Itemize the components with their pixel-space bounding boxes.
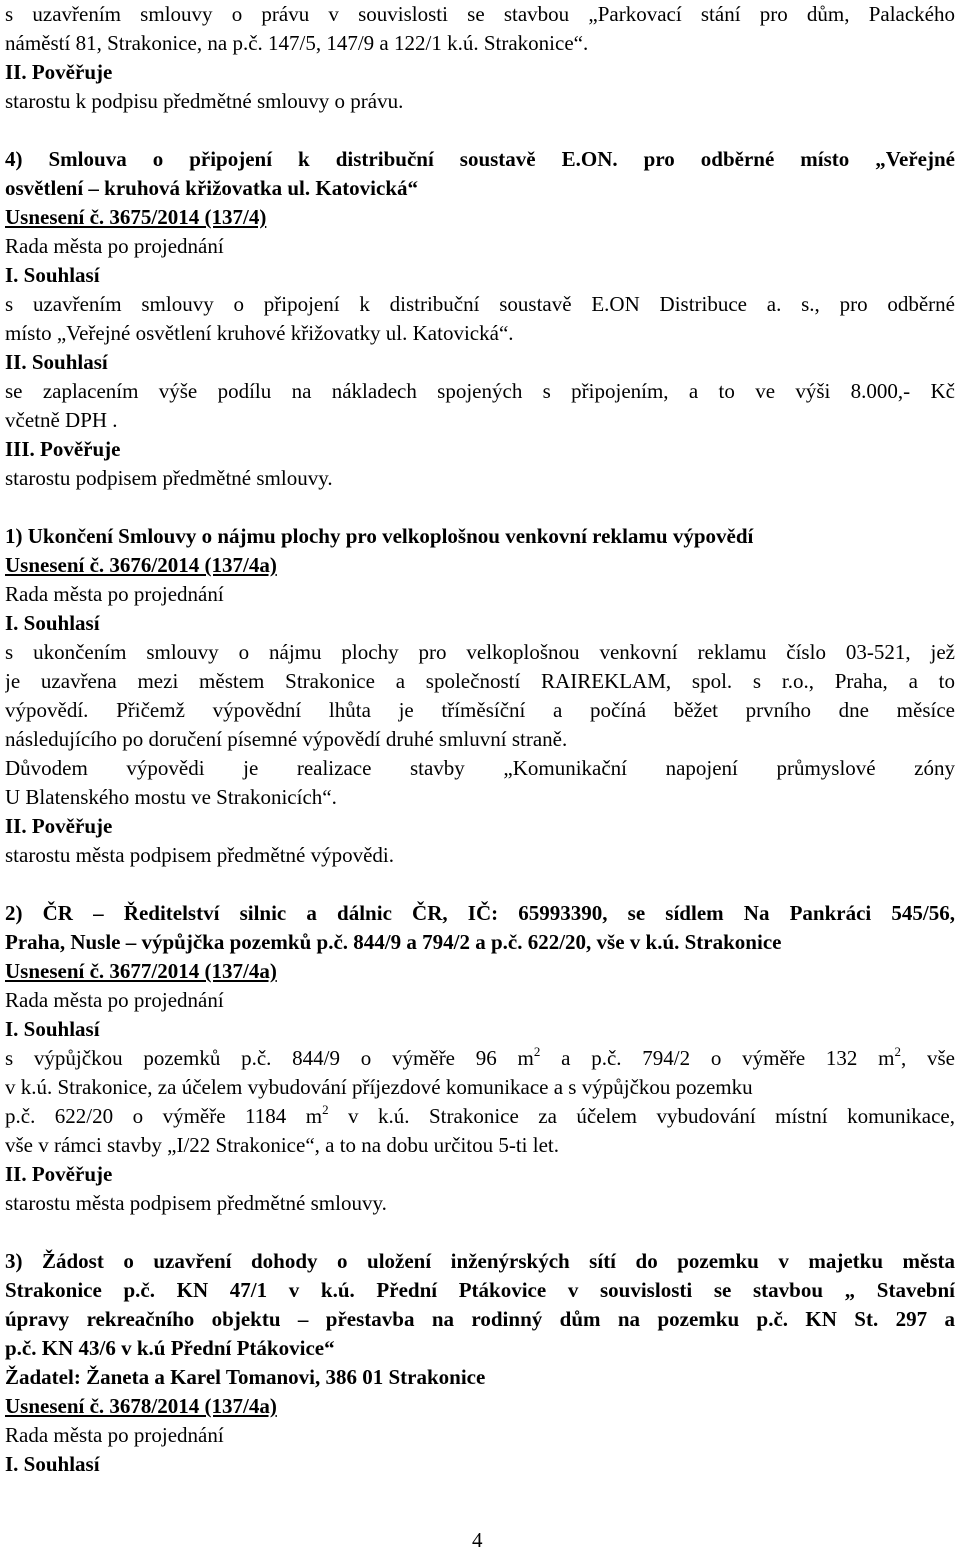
- text-span: , vše: [901, 1046, 955, 1070]
- text-line: II. Pověřuje: [5, 814, 113, 838]
- text-line: [5, 1102, 955, 1131]
- text-line: Rada města po projednání: [5, 1423, 224, 1447]
- text-line: osvětlení – kruhová křižovatka ul. Katovická“: [5, 176, 419, 200]
- text-line: Rada města po projednání: [5, 988, 224, 1012]
- text-line: 2) ČR – Ředitelství silnic a dálnic ČR, IČ: 65993390, se sídlem Na Pankráci 545/56,: [5, 901, 955, 925]
- text-line: I. Souhlasí: [5, 611, 100, 635]
- text-line: III. Pověřuje: [5, 437, 121, 461]
- text-line: úpravy rekreačního objektu – přestavba na rodinný dům na pozemku p.č. KN St. 297 a: [5, 1307, 955, 1331]
- text-line: starostu města podpisem předmětné výpovědi.: [5, 843, 395, 867]
- text-line: Strakonice p.č. KN 47/1 v k.ú. Přední Ptákovice v souvislosti se stavbou „ Stavební: [5, 1278, 955, 1302]
- text-line: Důvodem výpovědi je realizace stavby „Komunikační napojení průmyslové zóny: [5, 756, 955, 780]
- text-line: I. Souhlasí: [5, 263, 100, 287]
- text-line: s uzavřením smlouvy o připojení k distribuční soustavě E.ON Distribuce a. s., pro odběrné: [5, 292, 955, 316]
- text-line: s ukončením smlouvy o nájmu plochy pro velkoplošnou venkovní reklamu číslo 03-521, jež: [5, 640, 955, 664]
- text-line: starostu k podpisu předmětné smlouvy o právu.: [5, 89, 404, 113]
- text-line: se zaplacením výše podílu na nákladech spojených s připojením, a to ve výši 8.000,- Kč: [5, 379, 955, 403]
- text-line: Usnesení č. 3677/2014 (137/4a): [5, 959, 277, 983]
- text-line: místo „Veřejné osvětlení kruhové křižovatky ul. Katovická“.: [5, 321, 514, 345]
- text-line: v k.ú. Strakonice, za účelem vybudování příjezdové komunikace a s výpůjčkou pozemku: [5, 1075, 753, 1099]
- text-span: s výpůjčkou pozemků p.č. 844/9 o výměře 96 m: [5, 1046, 534, 1070]
- text-line: náměstí 81, Strakonice, na p.č. 147/5, 147/9 a 122/1 k.ú. Strakonice“.: [5, 31, 589, 55]
- text-line: II. Pověřuje: [5, 60, 113, 84]
- text-line: 1) Ukončení Smlouvy o nájmu plochy pro velkoplošnou venkovní reklamu výpovědí: [5, 524, 754, 548]
- text-span: a p.č. 794/2 o výměře 132 m: [540, 1046, 895, 1070]
- text-span: v k.ú. Strakonice za účelem vybudování místní komunikace,: [328, 1104, 955, 1128]
- text-line: starostu podpisem předmětné smlouvy.: [5, 466, 333, 490]
- text-line: II. Souhlasí: [5, 350, 108, 374]
- text-line: I. Souhlasí: [5, 1017, 100, 1041]
- superscript: 2: [533, 1044, 541, 1059]
- text-line: vše v rámci stavby „I/22 Strakonice“, a to na dobu určitou 5-ti let.: [5, 1133, 560, 1157]
- superscript: 2: [322, 1102, 329, 1117]
- text-line: výpovědí. Přičemž výpovědní lhůta je tříměsíční a počíná běžet prvního dne měsíce: [5, 698, 955, 722]
- text-line: 3) Žádost o uzavření dohody o uložení inženýrských sítí do pozemku v majetku města: [5, 1249, 955, 1273]
- text-line: Rada města po projednání: [5, 582, 224, 606]
- text-line: II. Pověřuje: [5, 1162, 113, 1186]
- text-line: U Blatenského mostu ve Strakonicích“.: [5, 785, 337, 809]
- page-number: 4: [472, 1528, 483, 1552]
- text-line: Usnesení č. 3678/2014 (137/4a): [5, 1394, 277, 1418]
- text-line: p.č. KN 43/6 v k.ú Přední Ptákovice“: [5, 1336, 335, 1360]
- text-line: včetně DPH .: [5, 408, 118, 432]
- text-line: následujícího po doručení písemné výpovědí druhé smluvní straně.: [5, 727, 568, 751]
- text-line: je uzavřena mezi městem Strakonice a společností RAIREKLAM, spol. s r.o., Praha, a to: [5, 669, 955, 693]
- text-line: Usnesení č. 3676/2014 (137/4a): [5, 553, 277, 577]
- text-line: Rada města po projednání: [5, 234, 224, 258]
- text-line: 4) Smlouva o připojení k distribuční soustavě E.ON. pro odběrné místo „Veřejné: [5, 147, 955, 171]
- text-span: p.č. 622/20 o výměře 1184 m: [5, 1104, 323, 1128]
- text-line: I. Souhlasí: [5, 1452, 100, 1476]
- text-line: Praha, Nusle – výpůjčka pozemků p.č. 844/9 a 794/2 a p.č. 622/20, vše v k.ú. Strakonice: [5, 930, 782, 954]
- text-line: starostu města podpisem předmětné smlouvy.: [5, 1191, 387, 1215]
- text-line: s uzavřením smlouvy o právu v souvislosti se stavbou „Parkovací stání pro dům, Palackého: [5, 2, 955, 26]
- text-line: [5, 1044, 955, 1073]
- superscript: 2: [894, 1044, 901, 1059]
- text-line: Usnesení č. 3675/2014 (137/4): [5, 205, 267, 229]
- text-line: Žadatel: Žaneta a Karel Tomanovi, 386 01 Strakonice: [5, 1365, 486, 1389]
